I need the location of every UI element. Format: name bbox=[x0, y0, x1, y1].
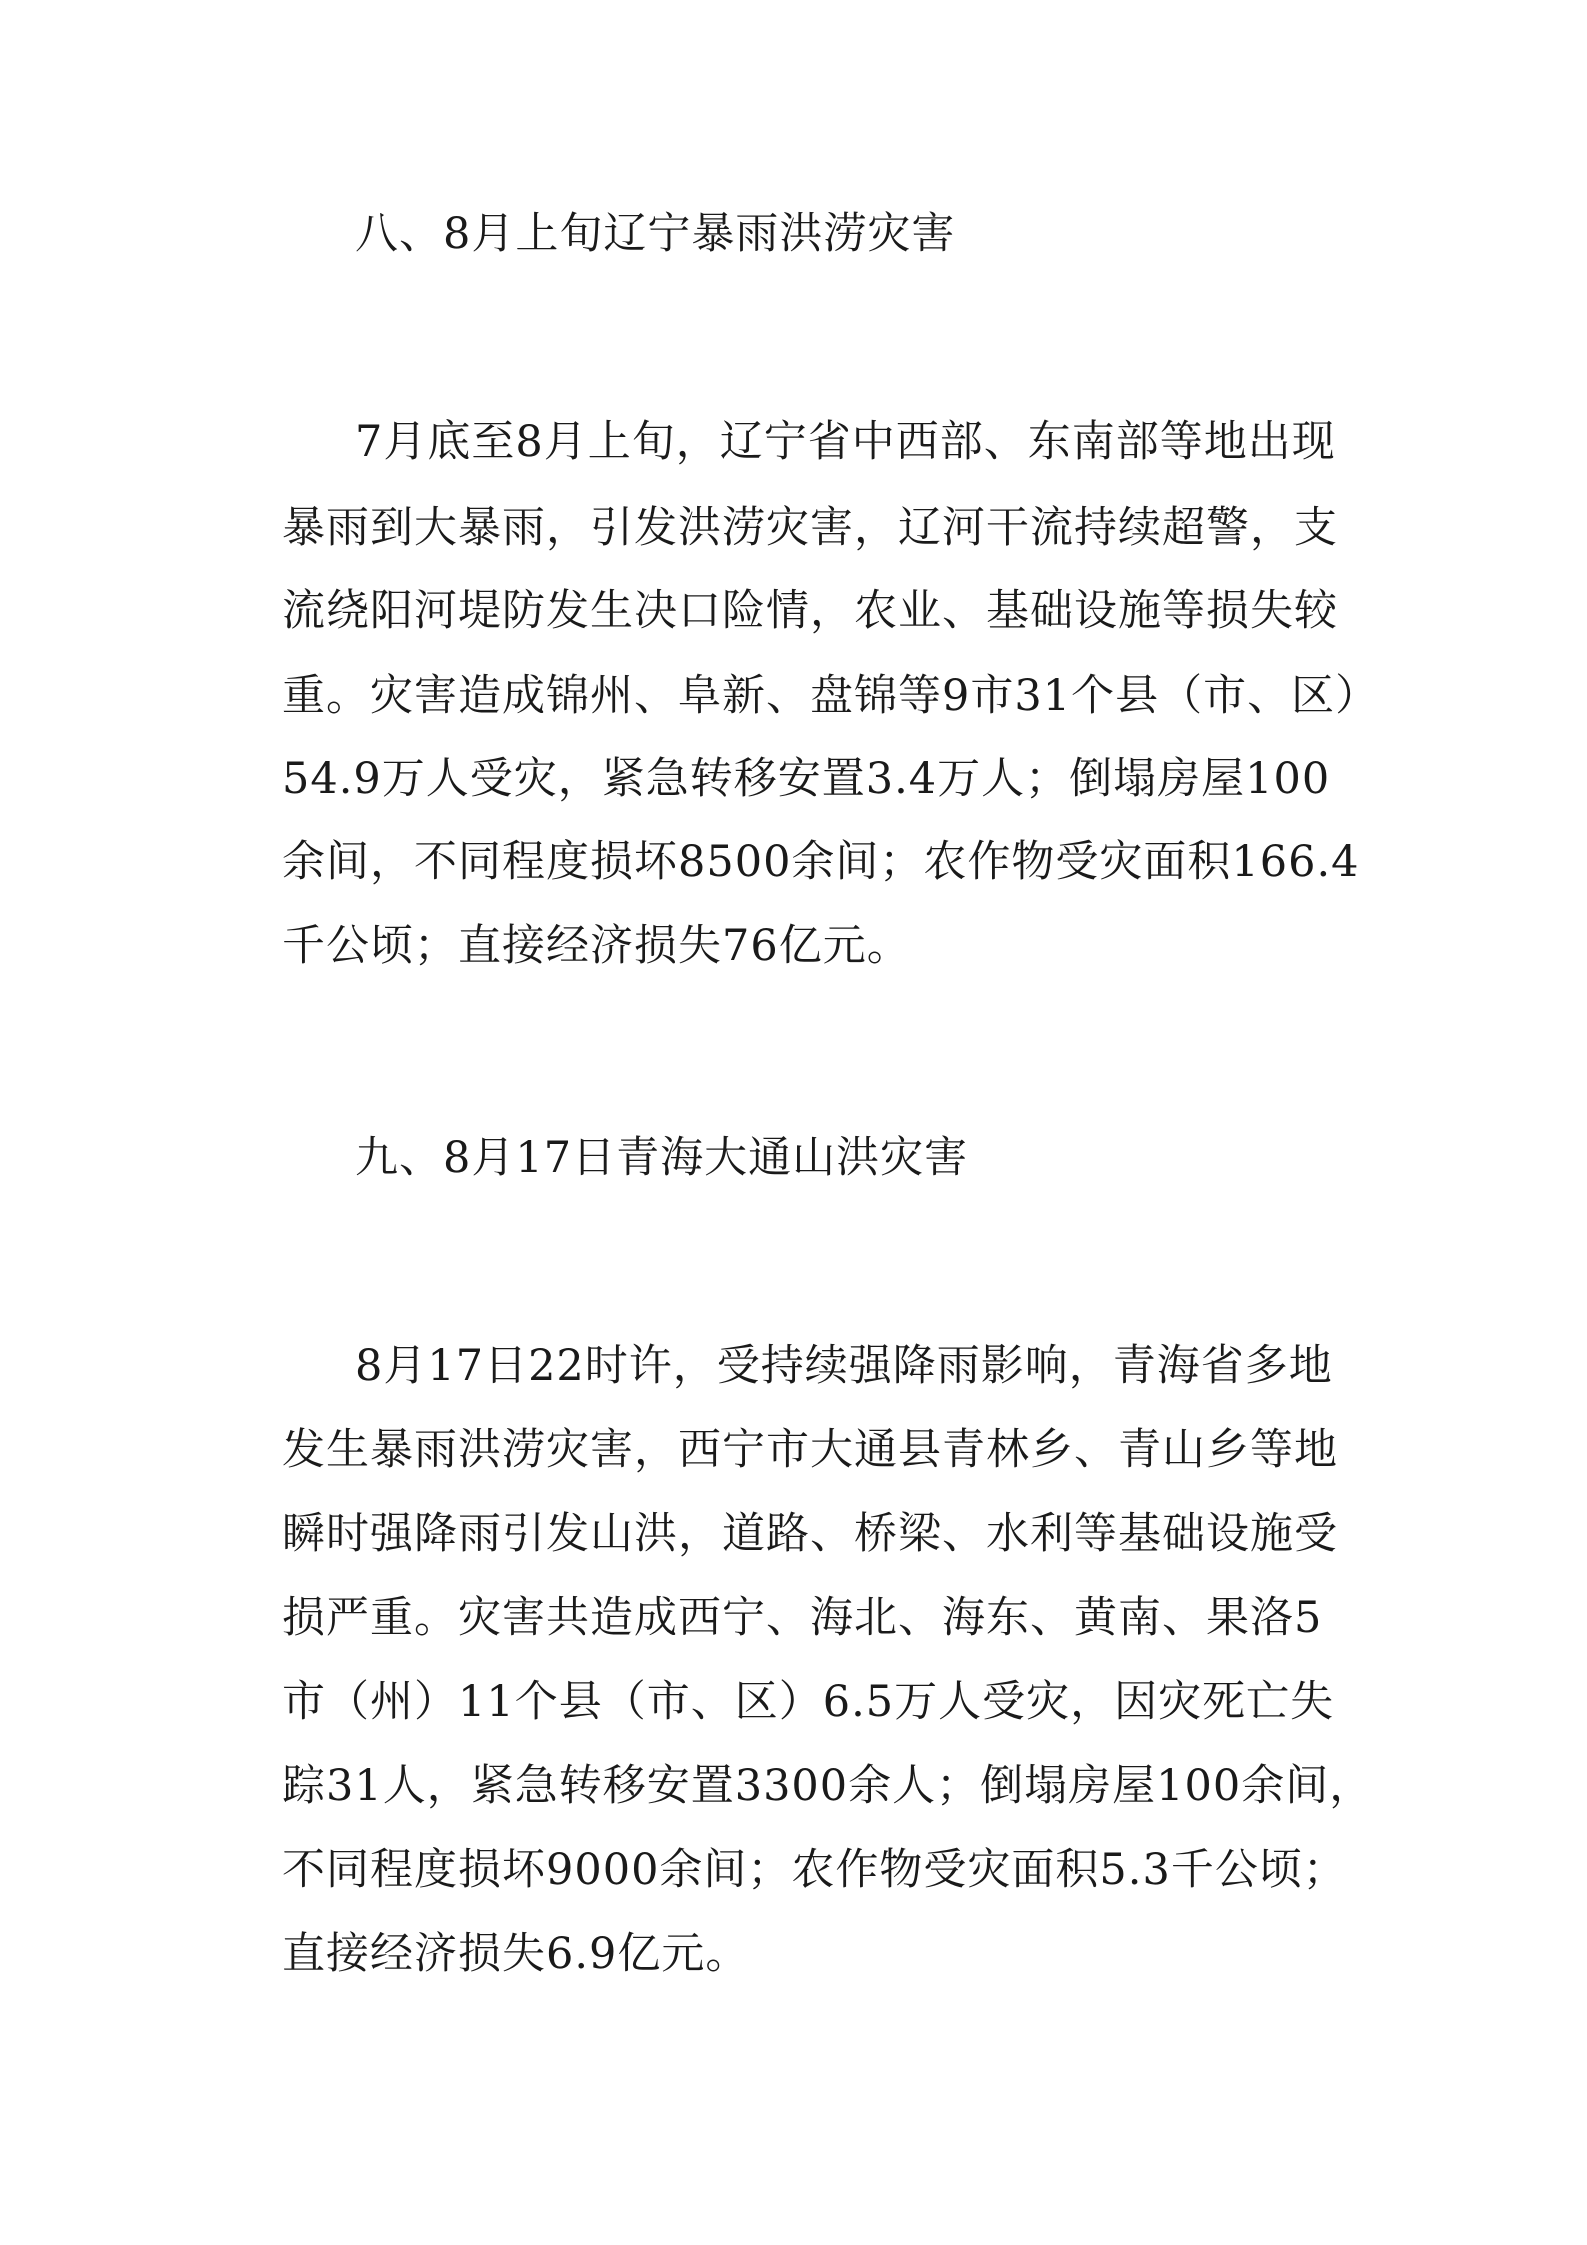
paragraph-line: 暴雨到大暴雨，引发洪涝灾害，辽河干流持续超警，支 bbox=[282, 503, 1338, 553]
paragraph-line: 直接经济损失6.9亿元。 bbox=[282, 1929, 750, 1979]
paragraph-line: 8月17日22时许，受持续强降雨影响，青海省多地 bbox=[355, 1341, 1333, 1391]
paragraph-line: 54.9万人受灾，紧急转移安置3.4万人；倒塌房屋100 bbox=[282, 754, 1331, 804]
paragraph-line: 流绕阳河堤防发生决口险情，农业、基础设施等损失较 bbox=[282, 586, 1338, 636]
paragraph-line: 重。灾害造成锦州、阜新、盘锦等9市31个县（市、区） bbox=[282, 671, 1380, 721]
paragraph-line: 踪31人，紧急转移安置3300余人；倒塌房屋100余间， bbox=[282, 1761, 1374, 1811]
paragraph-line: 瞬时强降雨引发山洪，道路、桥梁、水利等基础设施受 bbox=[282, 1509, 1338, 1559]
section-8-heading: 八、8月上旬辽宁暴雨洪涝灾害 bbox=[355, 209, 956, 259]
paragraph-line: 7月底至8月上旬，辽宁省中西部、东南部等地出现 bbox=[355, 417, 1336, 467]
paragraph-line: 发生暴雨洪涝灾害，西宁市大通县青林乡、青山乡等地 bbox=[282, 1425, 1338, 1475]
paragraph-line: 损严重。灾害共造成西宁、海北、海东、黄南、果洛5 bbox=[282, 1593, 1323, 1643]
section-9-heading: 九、8月17日青海大通山洪灾害 bbox=[355, 1133, 969, 1183]
paragraph-line: 市（州）11个县（市、区）6.5万人受灾，因灾死亡失 bbox=[282, 1677, 1335, 1727]
paragraph-line: 千公顷；直接经济损失76亿元。 bbox=[282, 921, 911, 971]
paragraph-line: 不同程度损坏9000余间；农作物受灾面积5.3千公顷； bbox=[282, 1845, 1347, 1895]
paragraph-line: 余间，不同程度损坏8500余间；农作物受灾面积166.4 bbox=[282, 837, 1360, 887]
